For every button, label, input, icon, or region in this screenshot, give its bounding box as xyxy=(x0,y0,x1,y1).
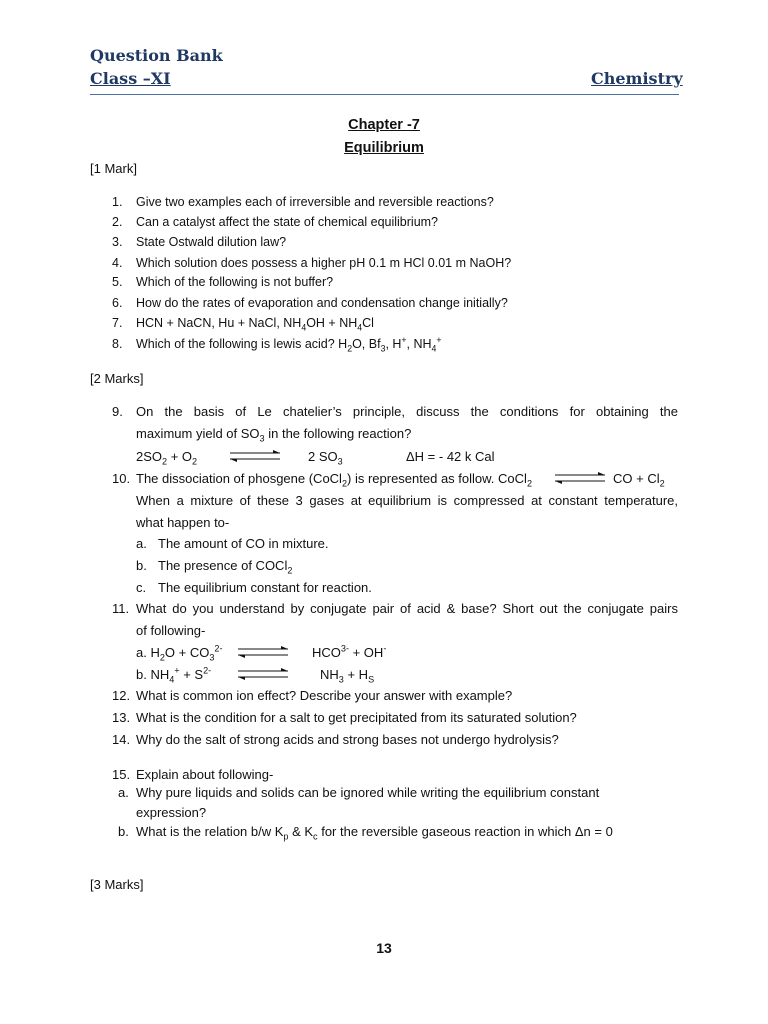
chapter-title: Equilibrium xyxy=(344,140,424,156)
q7-text: HCN + NaCN, Hu + NaCl, $NH_4OH + NH_4Cl$ xyxy=(136,316,374,333)
q9-eq-left: $2SO_2 + O_2$ xyxy=(136,449,198,467)
equilibrium-arrow-icon xyxy=(236,645,290,659)
equilibrium-arrow-icon xyxy=(228,449,282,463)
q4-number: 4. xyxy=(112,256,123,270)
q11-line2: of following- xyxy=(136,623,206,638)
q14-text: Why do the salt of strong acids and strong bases not undergo hydrolysis? xyxy=(136,732,559,747)
q10-products: CO + $Cl_2$ xyxy=(613,471,665,489)
q10-a-text: The amount of CO in mixture. xyxy=(158,536,329,551)
q11-b-products: $NH_3 + H_S$ xyxy=(320,667,375,685)
equilibrium-arrow-icon xyxy=(236,667,290,681)
section-two-marks: [2 Marks] xyxy=(90,371,144,386)
q11-number: 11. xyxy=(112,601,130,616)
q10-b-text: The presence of COCl$_2$ xyxy=(158,558,293,576)
q2-text: Can a catalyst affect the state of chemical equilibrium? xyxy=(136,215,439,229)
header-class: Class –XI xyxy=(90,69,171,88)
q5-number: 5. xyxy=(112,275,123,289)
q11-line1: What do you understand by conjugate pair of acid & base? Short out the conjugate pairs xyxy=(136,601,678,616)
q9-line2: maximum yield of $SO_3$ in the following reaction? xyxy=(136,426,412,444)
q10-c-text: The equilibrium constant for reaction. xyxy=(158,580,372,595)
q15-a-line2: expression? xyxy=(136,805,207,820)
q10-c-label: c. xyxy=(136,580,147,595)
q2-number: 2. xyxy=(112,215,123,229)
q15-b-text: What is the relation b/w $K_p$ & $K_c$ for the reversible gaseous reaction in which Δn = 0 xyxy=(136,824,613,842)
q10-b-label: b. xyxy=(136,558,147,573)
q15-a-label: a. xyxy=(118,785,129,800)
q15-number: 15. xyxy=(112,767,131,782)
q11-b-reactants: b. $NH_4^+ + S^{2-}$ xyxy=(136,665,212,685)
q9-line1: On the basis of Le chatelier’s principle, discuss the conditions for obtaining the xyxy=(136,404,678,419)
q15-text: Explain about following- xyxy=(136,767,274,782)
header-subject: Chemistry xyxy=(591,69,683,88)
q14-number: 14. xyxy=(112,732,131,747)
q13-number: 13. xyxy=(112,710,131,725)
q13-text: What is the condition for a salt to get precipitated from its saturated solution? xyxy=(136,710,577,725)
q6-number: 6. xyxy=(112,296,123,310)
q15-b-label: b. xyxy=(118,824,129,839)
q10-line1: The dissociation of phosgene (CoCl$_2$) is represented as follow. CoCl$_2$ xyxy=(136,471,532,489)
q11-a-products: $HCO^{3-} + OH^-$ xyxy=(312,643,387,660)
q9-eq-right: 2 $SO_3$ xyxy=(308,449,343,467)
section-one-mark: [1 Mark] xyxy=(90,161,137,176)
q8-number: 8. xyxy=(112,337,123,351)
equilibrium-arrow-icon xyxy=(553,471,607,485)
q8-text: Which of the following is lewis acid? $H_2O$, $Bf_3$, H+, $NH_4^+$ xyxy=(136,334,442,354)
q4-text: Which solution does possess a higher pH 0.1 m HCl 0.01 m NaOH? xyxy=(136,256,512,270)
q5-text: Which of the following is not buffer? xyxy=(136,275,334,289)
q6-text: How do the rates of evaporation and condensation change initially? xyxy=(136,296,508,310)
q15-a-line1: Why pure liquids and solids can be ignored while writing the equilibrium constant xyxy=(136,785,600,800)
q11-a-reactants: a. $H_2O + CO_3^{2-}$ xyxy=(136,643,223,663)
q1-number: 1. xyxy=(112,195,123,209)
q9-enthalpy: ΔH = - 42 k Cal xyxy=(406,449,495,464)
q10-line3: what happen to- xyxy=(136,515,230,530)
q7-number: 7. xyxy=(112,316,123,330)
header-rule xyxy=(90,94,679,95)
q12-number: 12. xyxy=(112,688,131,703)
q10-line2: When a mixture of these 3 gases at equilibrium is compressed at constant temperature, xyxy=(136,493,678,508)
section-three-marks: [3 Marks] xyxy=(90,877,144,892)
q9-number: 9. xyxy=(112,404,123,419)
chapter-number: Chapter -7 xyxy=(348,117,420,133)
q10-a-label: a. xyxy=(136,536,147,551)
q3-text: State Ostwald dilution law? xyxy=(136,235,287,249)
page-number: 13 xyxy=(376,940,392,956)
q1-text: Give two examples each of irreversible and reversible reactions? xyxy=(136,195,494,209)
q3-number: 3. xyxy=(112,235,123,249)
q10-number: 10. xyxy=(112,471,131,486)
q12-text: What is common ion effect? Describe your answer with example? xyxy=(136,688,513,703)
header-title: Question Bank xyxy=(90,46,223,65)
